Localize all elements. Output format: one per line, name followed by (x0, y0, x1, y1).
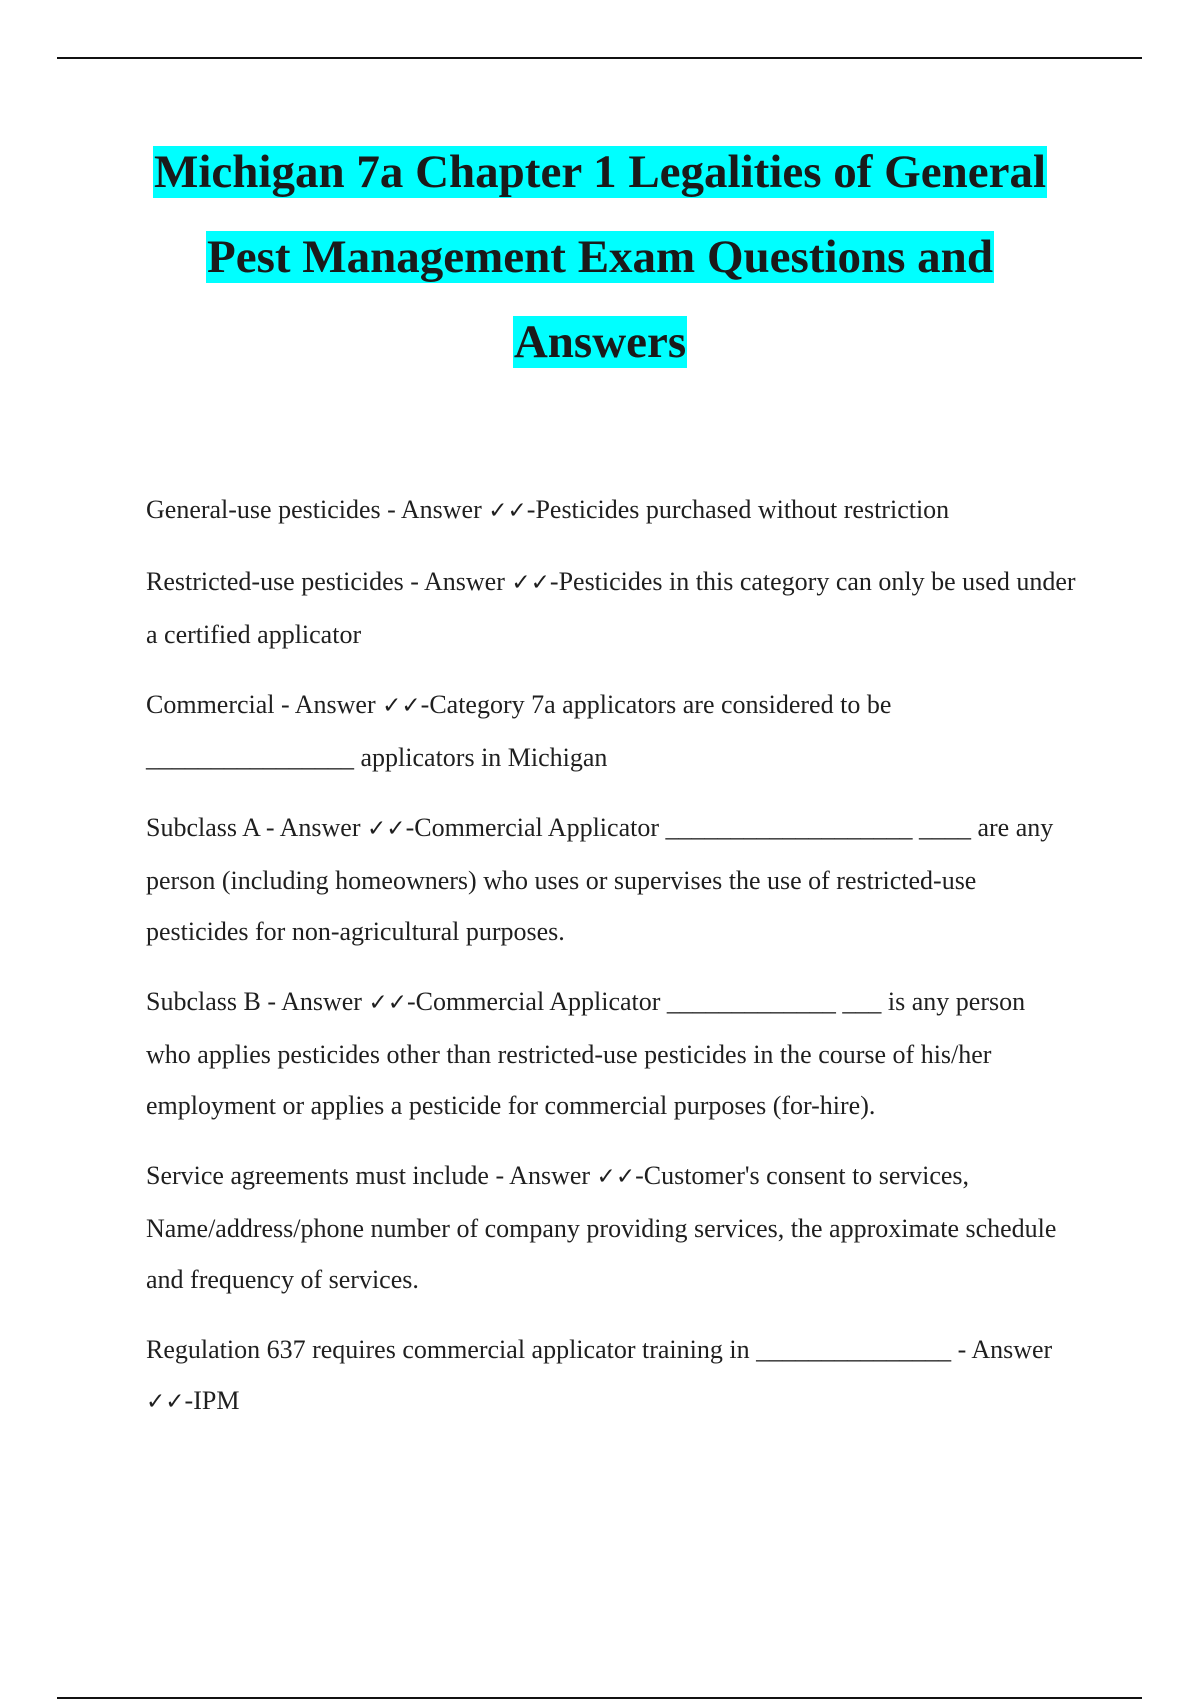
double-check-icon: ✓✓ (382, 693, 421, 719)
bottom-rule (57, 1697, 1142, 1699)
qa-term: Commercial - (146, 690, 295, 719)
qa-answer: -Commercial Applicator _____________ ___ is any person who applies pesticides other than restricted-use pesticides in the course of his/her employment or applies a pesticide for commercial purposes (for-hire). (146, 987, 1026, 1120)
qa-answer: -Pesticides in this category can only be used under a certified applicator (146, 567, 1076, 649)
double-check-icon: ✓✓ (146, 1389, 185, 1415)
qa-item (146, 679, 1076, 783)
qa-item (146, 484, 1076, 537)
answer-label: Answer (423, 567, 512, 596)
double-check-icon: ✓✓ (368, 990, 407, 1016)
qa-answer: -Pesticides purchased without restriction (526, 495, 950, 524)
answer-label: Answer (281, 987, 369, 1016)
double-check-icon: ✓✓ (367, 816, 406, 842)
top-rule (57, 57, 1142, 59)
qa-answer: -Category 7a applicators are considered to be ________________ applicators in Michigan (146, 690, 892, 772)
qa-answer: -IPM (184, 1386, 240, 1415)
qa-item (146, 1324, 1076, 1428)
answer-label: Answer (294, 690, 383, 719)
qa-term: Subclass A - (146, 813, 280, 842)
qa-item (146, 802, 1076, 957)
title-line-1: Michigan 7a Chapter 1 Legalities of General (153, 146, 1047, 198)
title-line-2: Pest Management Exam Questions and (207, 231, 993, 283)
answer-label: Answer (279, 813, 368, 842)
page-title (120, 130, 1080, 385)
qa-term: Restricted-use pesticides - (146, 567, 424, 596)
qa-list (146, 484, 1076, 1447)
qa-item (146, 976, 1076, 1131)
qa-term: Regulation 637 requires commercial applicator training in _______________ - (146, 1335, 972, 1364)
answer-label: Answer (509, 1161, 597, 1190)
qa-item (146, 556, 1076, 660)
qa-item (146, 1150, 1076, 1305)
qa-term: Service agreements must include - (146, 1161, 510, 1190)
title-line-3: Answers (513, 316, 687, 368)
qa-answer: -Commercial Applicator ___________________ ____ are any person (including homeowners) who uses or supervises the use of restricted-use pesticides for non-agricultural purposes. (146, 813, 1054, 946)
double-check-icon: ✓✓ (511, 570, 550, 596)
answer-label: Answer (400, 495, 489, 524)
qa-term: Subclass B - (146, 987, 282, 1016)
double-check-icon: ✓✓ (596, 1164, 636, 1190)
double-check-icon: ✓✓ (488, 498, 527, 524)
answer-label: Answer (971, 1335, 1053, 1364)
qa-term: General-use pesticides - (146, 495, 401, 524)
qa-answer: -Customer's consent to services, Name/address/phone number of company providing services, the approximate schedule and frequency of services. (146, 1161, 1057, 1294)
